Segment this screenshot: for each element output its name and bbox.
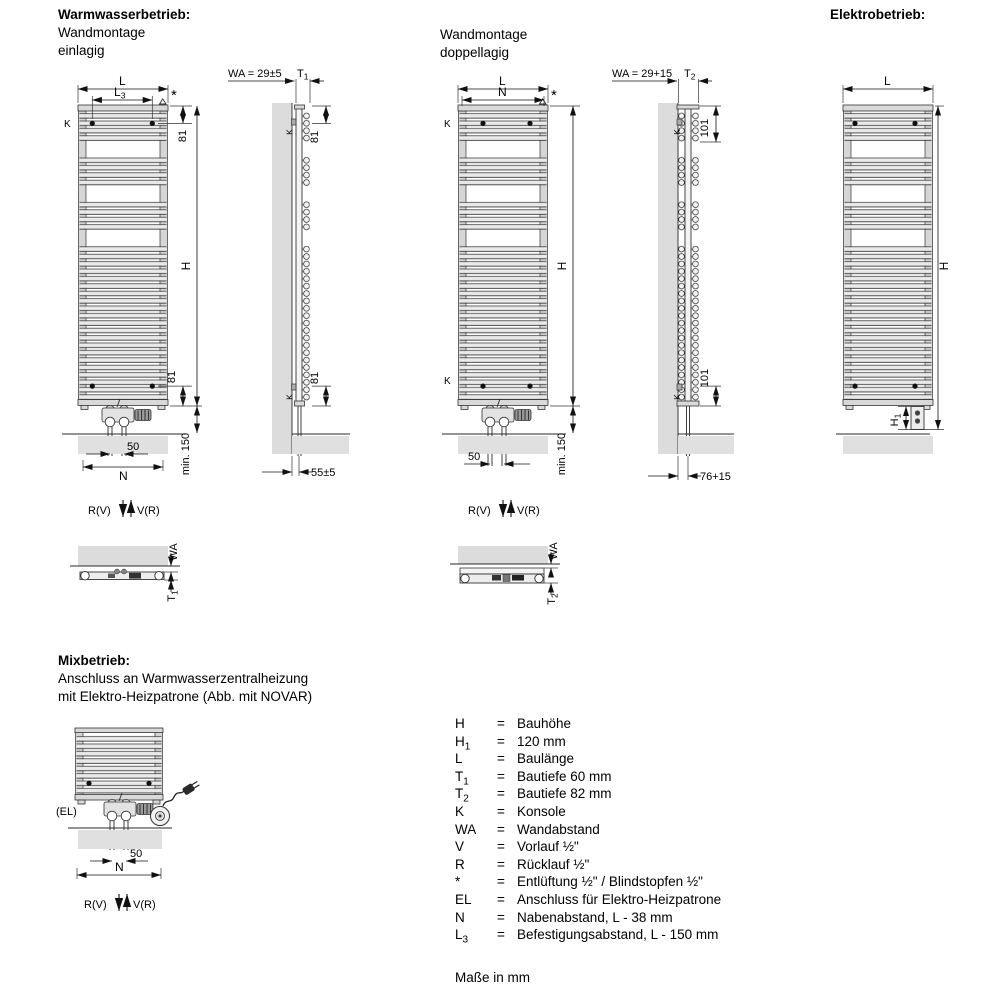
drawing-doppellagig-section [450, 542, 560, 605]
section-subtitle: doppellagig [440, 45, 510, 60]
section-title: Warmwasserbetrieb: [58, 7, 191, 22]
dim-label-81-top: 81 [309, 130, 321, 144]
dim-label-81-bottom: 81 [309, 371, 321, 385]
dim-label-N: N [498, 85, 507, 99]
dim-label-K: K [444, 119, 451, 130]
dim-label-81-bottom: 81 [166, 370, 178, 384]
drawing-elektro-front [836, 74, 951, 454]
label-ruecklauf: R(V) [84, 899, 107, 911]
units-note: Maße in mm [455, 970, 531, 985]
dim-label-T2: $T_2$ [684, 68, 696, 82]
drawing-einlagig-front [62, 74, 202, 517]
legend-row: $T_2$ = Bautiefe 82 mm [455, 786, 612, 806]
dim-label-WA: WA [548, 542, 560, 560]
wall-strip [78, 546, 168, 566]
dim-label-50: 50 [468, 451, 481, 463]
section-title: Mixbetrieb: [58, 653, 131, 668]
label-ruecklauf: R(V) [88, 505, 111, 517]
legend-row: $H_1$ = 120 mm [455, 733, 566, 753]
section-subtitle: Anschluss an Warmwasserzentralheizung [58, 671, 309, 686]
dim-label-101-top: 101 [699, 118, 711, 138]
wall-bracket [292, 119, 297, 125]
dim-label-N: N [115, 860, 124, 874]
electric-heating-element [911, 407, 924, 430]
wall-strip [458, 546, 548, 564]
drawing-einlagig-section [70, 543, 180, 602]
radiator-body [78, 105, 168, 409]
section-header-doppellagig [440, 26, 527, 62]
legend-row: WA = Wandabstand [455, 821, 600, 837]
dim-label-H1: $H_1$ [889, 413, 903, 427]
radiator-body [843, 105, 933, 409]
dim-label-K: K [284, 394, 295, 400]
dim-label-N: N [119, 469, 128, 483]
dim-label-50: 50 [127, 441, 140, 453]
legend-row: V = Vorlauf ½" [455, 839, 579, 855]
dim-label-50: 50 [130, 848, 143, 860]
drawing-einlagig-side [228, 68, 350, 479]
dim-label-L: L [119, 74, 126, 88]
dim-label-min150: min. 150 [180, 432, 192, 476]
dim-label-WA: WA [168, 543, 180, 561]
power-plug [182, 780, 201, 796]
dim-label-WA-29-5: WA = 29±5 [228, 68, 282, 80]
section-subtitle: mit Elektro-Heizpatrone (Abb. mit NOVAR) [58, 689, 313, 704]
label-vorlauf: V(R) [133, 899, 156, 911]
dim-label-L: L [499, 74, 506, 88]
dim-label-H: H [555, 261, 569, 271]
floor-strip [78, 436, 168, 454]
wall-bracket [292, 384, 297, 390]
legend-row: L = Baulänge [455, 751, 575, 767]
label-vorlauf: V(R) [517, 505, 540, 517]
dim-label-min150: min. 150 [556, 432, 568, 476]
legend-row: $L_3$ = Befestigungsabstand, L - 150 mm [455, 927, 719, 946]
wall-strip [272, 103, 292, 454]
dim-label-WA-29-15: WA = 29+15 [612, 68, 673, 80]
section-title: Elektrobetrieb: [830, 7, 926, 22]
section-header-mix [58, 652, 312, 706]
vent-asterisk: * [171, 87, 177, 104]
dim-label-H: H [937, 261, 951, 271]
wall-bracket [677, 384, 682, 390]
section-subtitle: Wandmontage [58, 25, 146, 40]
dimension-legend [455, 716, 721, 945]
dim-label-T1: $T_1$ [166, 590, 180, 602]
dim-label-55: 55±5 [311, 467, 336, 479]
section-subtitle: einlagig [58, 43, 105, 58]
radiator-side-panel [685, 108, 691, 402]
dim-label-K: K [64, 119, 71, 130]
dim-label-81-top: 81 [177, 129, 189, 143]
dim-label-76: 76+15 [700, 471, 731, 483]
legend-row: EL = Anschluss für Elektro-Heizpatrone [455, 891, 722, 907]
floor-strip [78, 830, 162, 849]
drawing-mix [56, 728, 200, 911]
section-header-elektro [830, 6, 925, 24]
wall-bracket [677, 119, 682, 125]
power-cable [163, 791, 184, 806]
vent-plug-mark [540, 99, 547, 104]
drawing-doppellagig-side [612, 68, 734, 483]
floor-strip [843, 436, 933, 454]
label-EL-connection: (EL) [56, 806, 77, 818]
legend-row: N = Nabenabstand, L - 38 mm [455, 909, 673, 925]
radiator-body [458, 105, 548, 409]
legend-row: $T_1$ = Bautiefe 60 mm [455, 768, 612, 788]
label-ruecklauf: R(V) [468, 505, 491, 517]
dim-label-T1: $T_1$ [297, 68, 309, 82]
dim-label-T2: $T_2$ [546, 593, 560, 605]
section-subtitle: Wandmontage [440, 27, 528, 42]
radiator-side-panel [296, 108, 302, 402]
legend-row: K = Konsole [455, 803, 566, 819]
legend-row: * = Entlüftung ½" / Blindstopfen ½" [455, 874, 703, 890]
vent-asterisk: * [551, 87, 557, 104]
dim-label-K: K [672, 394, 682, 400]
wall-strip [658, 103, 678, 454]
label-vorlauf: V(R) [137, 505, 160, 517]
drawing-doppellagig-front [442, 74, 580, 517]
legend-row: R = Rücklauf ½" [455, 856, 590, 872]
legend-row: H = Bauhöhe [455, 716, 572, 731]
dim-label-L3: $L_3$ [114, 85, 126, 101]
floor-strip [292, 436, 349, 454]
dim-label-K: K [284, 129, 295, 135]
dim-label-101-bottom: 101 [699, 368, 711, 388]
vent-plug-mark [160, 99, 167, 104]
dim-label-H: H [179, 261, 193, 271]
floor-strip [678, 436, 734, 454]
dim-label-K: K [444, 376, 451, 387]
section-header-warmwasser [58, 6, 190, 60]
dim-label-L: L [884, 74, 891, 88]
dim-label-K: K [672, 129, 682, 135]
